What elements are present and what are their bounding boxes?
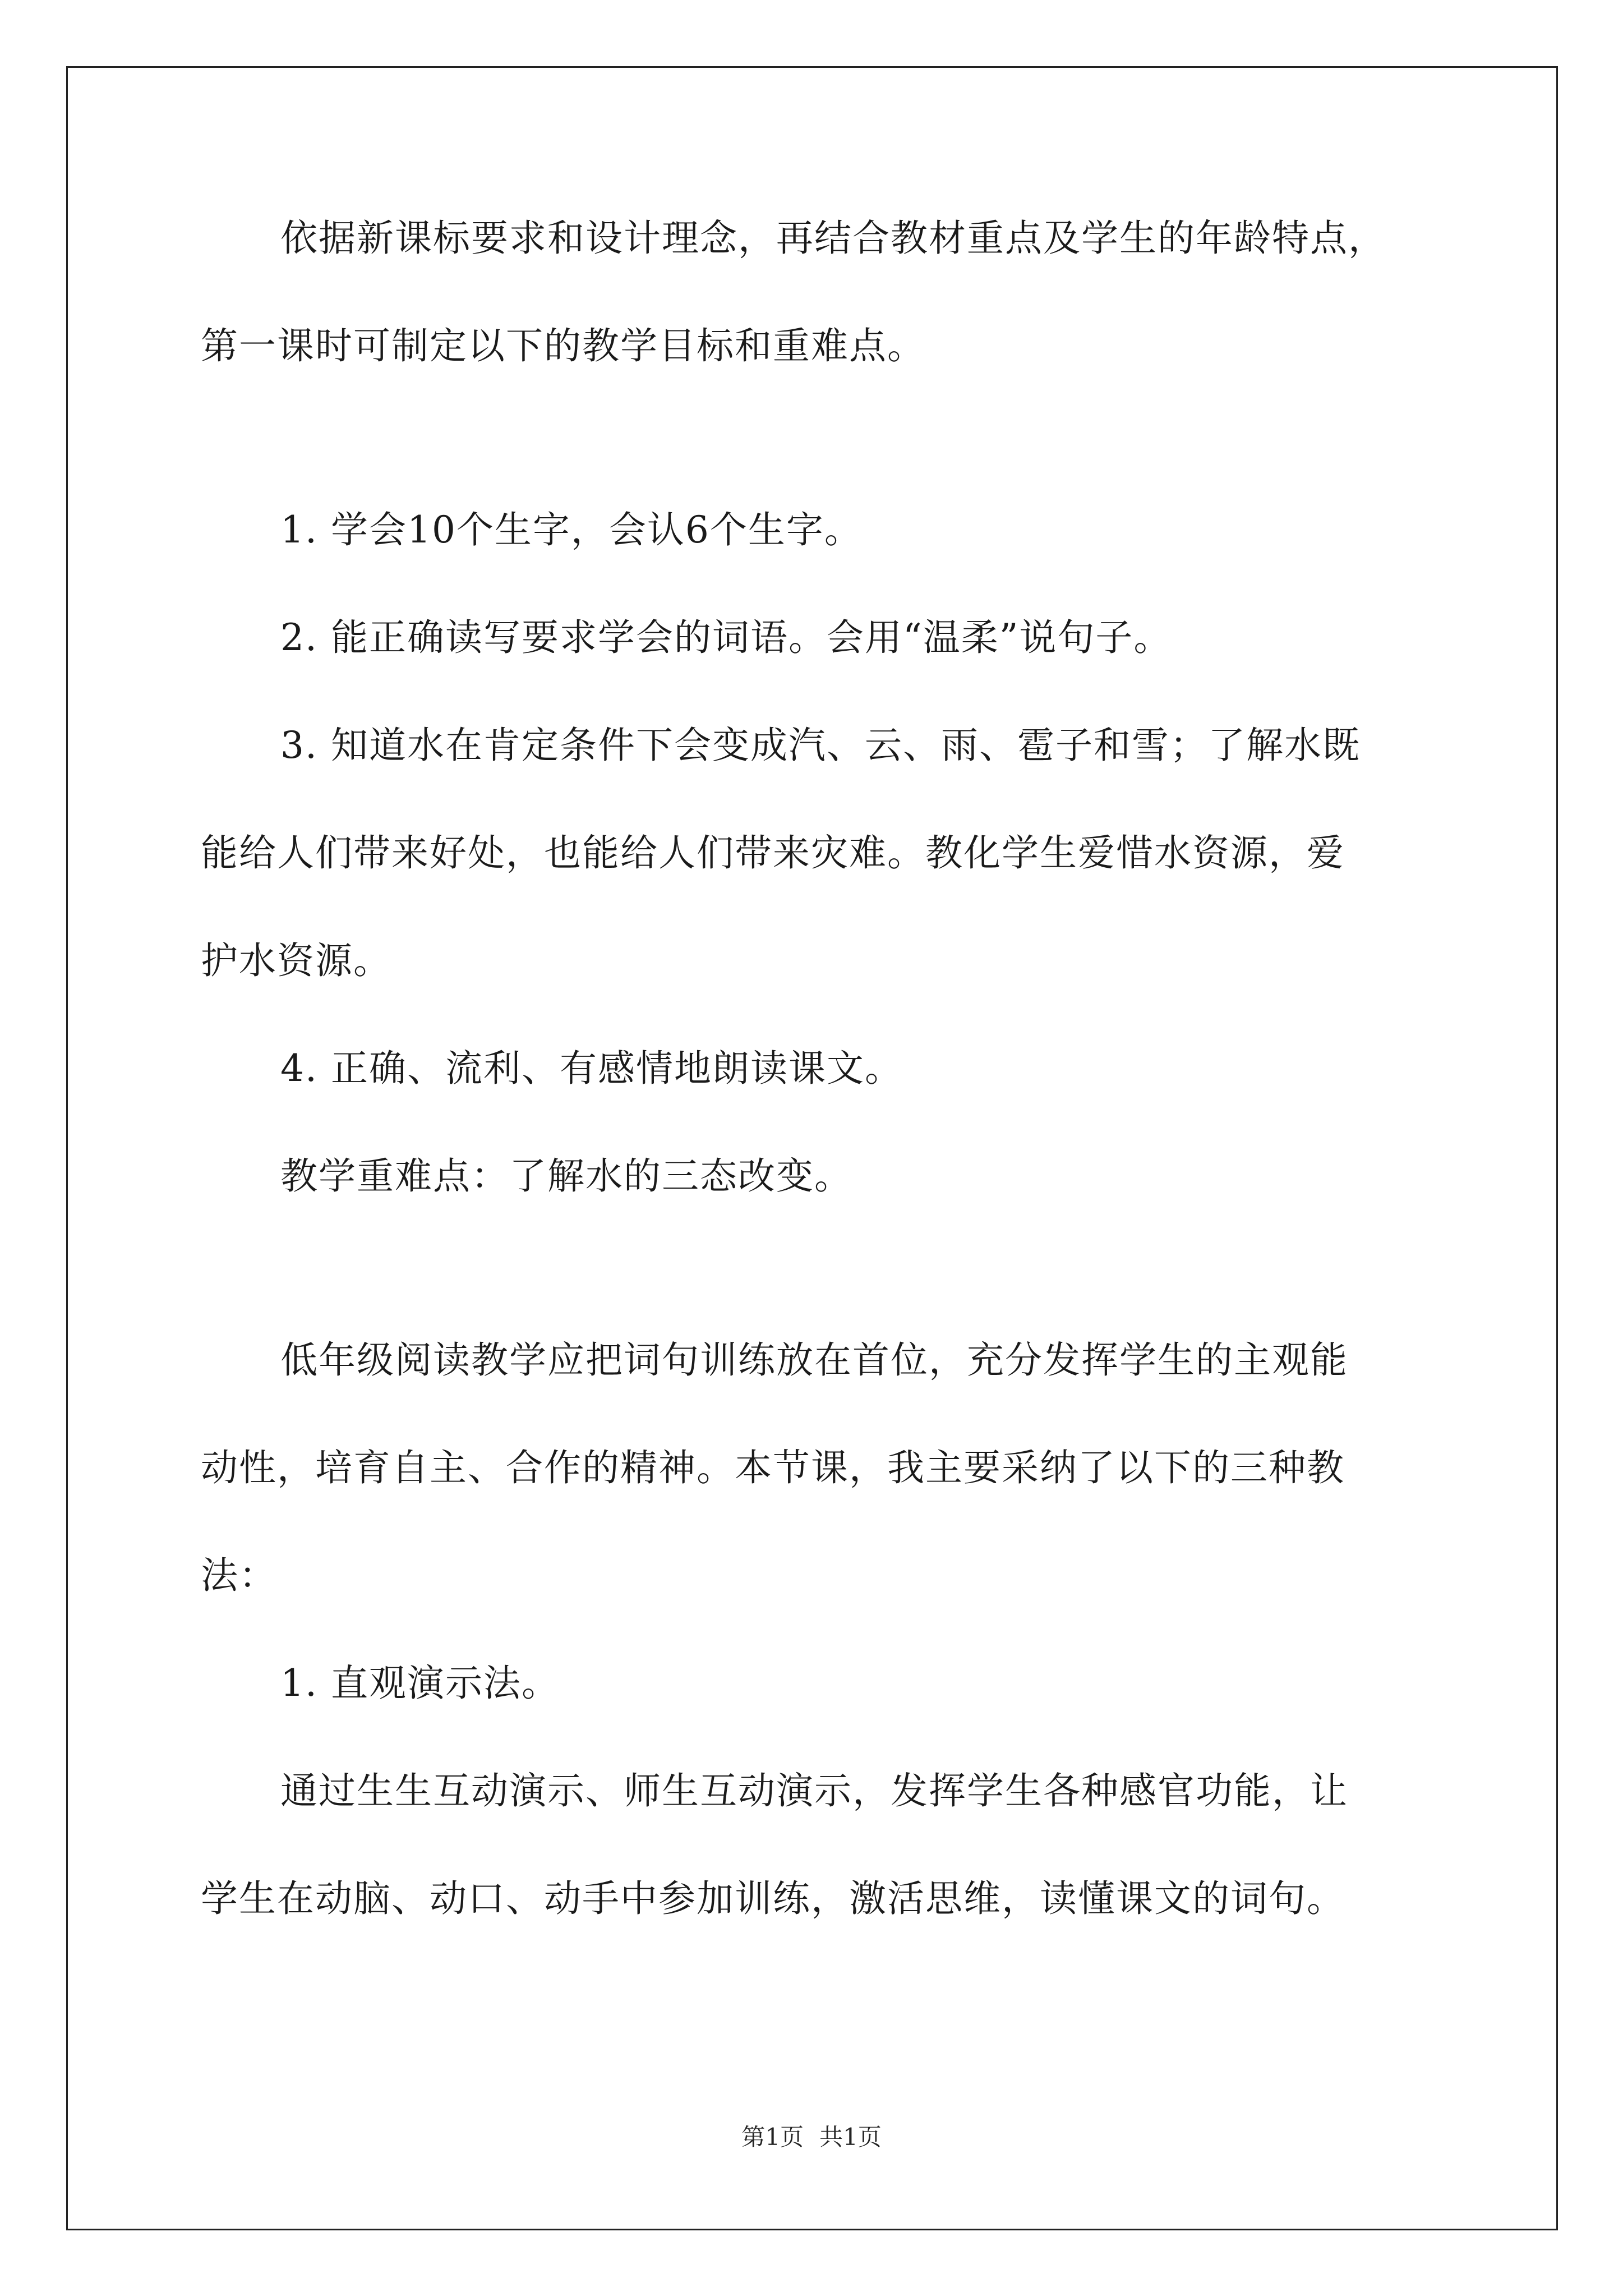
method-1-desc-line-2: 学生在动脑、动口、动手中参加训练，激活思维，读懂课文的词句。: [201, 1877, 1345, 1920]
paragraph-2-line-2: 动性，培育自主、合作的精神。本节课，我主要采纳了以下的三种教: [201, 1446, 1345, 1489]
page-footer: [0, 2120, 1623, 2154]
objective-1: 1. 学会10个生字，会认6个生字。: [280, 508, 863, 551]
paragraph-2-line-3: 法：: [201, 1554, 277, 1597]
page-current: 第1页: [741, 2123, 804, 2151]
objective-4: 4. 正确、流利、有感情地朗读课文。: [280, 1047, 903, 1090]
objective-3-line-2: 能给人们带来好处，也能给人们带来灾难。教化学生爱惜水资源，爱: [201, 831, 1345, 875]
paragraph-2-line-1: 低年级阅读教学应把词句训练放在首位，充分发挥学生的主观能: [280, 1338, 1348, 1382]
paragraph-1-line-1: 依据新课标要求和设计理念，再结合教材重点及学生的年龄特点，: [280, 217, 1386, 260]
objective-3-line-1: 3. 知道水在肯定条件下会变成汽、云、雨、雹子和雪；了解水既: [280, 724, 1361, 767]
key-difficulty: 教学重难点：了解水的三态改变。: [280, 1154, 852, 1198]
page-total: 共1页: [819, 2123, 882, 2151]
method-1-title: 1. 直观演示法。: [280, 1662, 560, 1705]
objective-3-line-3: 护水资源。: [201, 939, 391, 982]
paragraph-1-line-2: 第一课时可制定以下的教学目标和重难点。: [201, 324, 925, 367]
method-1-desc-line-1: 通过生生互动演示、师生互动演示，发挥学生各种感官功能，让: [280, 1769, 1348, 1812]
objective-2: 2. 能正确读写要求学会的词语。会用“温柔”说句子。: [280, 616, 1172, 659]
